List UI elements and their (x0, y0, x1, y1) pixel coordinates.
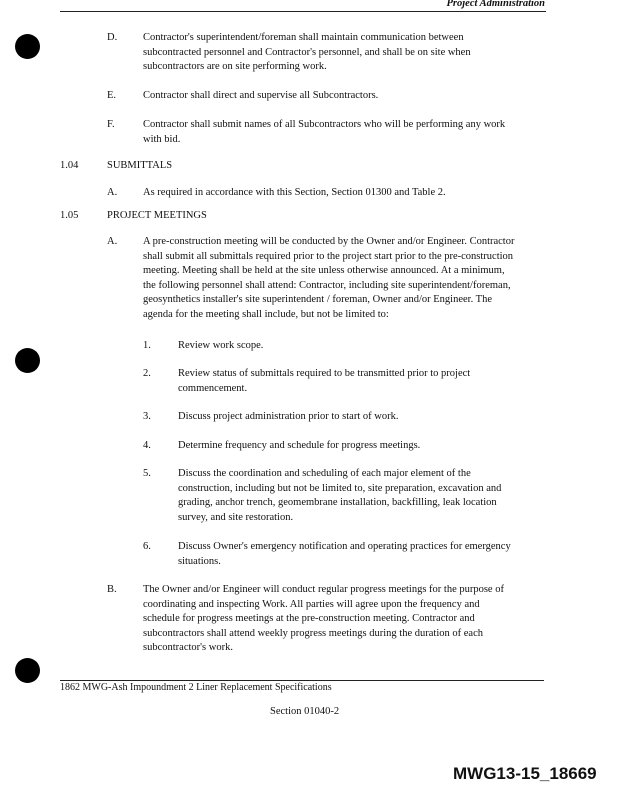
text-line: subcontractors shall attend weekly progress meetings during the duration of each (143, 627, 483, 639)
text-line: Review work scope. (178, 340, 264, 351)
text-line: survey, and site restoration. (178, 511, 294, 523)
agenda-item-label: 4. (143, 440, 151, 451)
agenda-item-label: 1. (143, 340, 151, 351)
text-line: Review status of submittals required to be transmitted prior to project (178, 368, 471, 379)
running-header: Project Administration (446, 0, 545, 9)
text-line: A pre-construction meeting will be conducted by the Owner and/or Engineer. Contractor (143, 236, 515, 247)
text-line: coordinating and inspecting Work. All parties will agree upon the frequency and (143, 598, 480, 610)
section-number: 1.05 (60, 210, 79, 221)
agenda-item-text (178, 339, 263, 354)
text-line: shall submit all submittals required prior to the project start prior to the pre-construction (143, 250, 514, 262)
text-line: Discuss the coordination and scheduling of each major element of the (178, 468, 471, 479)
text-line: The Owner and/or Engineer will conduct regular progress meetings for the purpose of (143, 584, 504, 595)
text-line: subcontractors are on site performing work. (143, 61, 327, 72)
agenda-item-text (178, 410, 398, 425)
list-item-text (143, 235, 514, 322)
section-number: 1.04 (60, 160, 79, 171)
text-line: agenda for the meeting shall include, but not be limited to: (143, 308, 389, 320)
agenda-item-text (178, 367, 470, 396)
text-line: grading, anchor trench, geomembrane installation, backfilling, leak location (178, 497, 497, 508)
header-rule (60, 11, 546, 12)
list-item-text (143, 31, 471, 75)
agenda-item-label: 3. (143, 411, 151, 422)
list-item-text (143, 186, 446, 201)
list-item-label: A. (107, 236, 118, 247)
text-line: As required in accordance with this Section, Section 01300 and Table 2. (143, 187, 446, 198)
section-title: PROJECT MEETINGS (107, 210, 207, 221)
list-item-label: A. (107, 187, 118, 198)
text-line: meeting. Meeting shall be held at the site unless otherwise announced. At a minimum, (143, 265, 505, 276)
agenda-item-text (178, 467, 501, 525)
text-line: geosynthetics installer's site superintendent / foreman, Owner and/or Engineer. The (143, 294, 492, 305)
list-item-label: F. (107, 119, 115, 130)
footer-rule (60, 680, 544, 681)
punch-hole-icon (15, 34, 40, 59)
punch-hole-icon (15, 658, 40, 683)
agenda-item-label: 2. (143, 368, 151, 379)
text-line: situations. (178, 555, 221, 567)
list-item-label: D. (107, 32, 118, 43)
text-line: Discuss project administration prior to start of work. (178, 411, 399, 422)
agenda-item-label: 6. (143, 541, 151, 552)
text-line: with bid. (143, 133, 181, 145)
text-line: Determine frequency and schedule for progress meetings. (178, 440, 421, 451)
list-item-text (143, 89, 378, 104)
text-line: Contractor's superintendent/foreman shall maintain communication between (143, 32, 464, 43)
bates-stamp: MWG13-15_18669 (453, 764, 597, 783)
text-line: Discuss Owner's emergency notification and operating practices for emergency (178, 541, 511, 552)
text-line: commencement. (178, 382, 248, 394)
text-line: subcontracted personnel and Contractor's personnel, and shall be on site when (143, 46, 471, 58)
punch-hole-icon (15, 348, 40, 373)
text-line: the following personnel shall attend: Contractor, including site superintendent/foreman, (143, 279, 511, 291)
agenda-item-text (178, 540, 511, 569)
text-line: subcontractor's work. (143, 642, 233, 653)
footer-page-number: Section 01040-2 (270, 706, 340, 717)
list-item-text (143, 583, 504, 656)
list-item-text (143, 118, 505, 147)
agenda-item-label: 5. (143, 468, 151, 479)
section-title: SUBMITTALS (107, 160, 173, 171)
list-item-label: E. (107, 90, 117, 101)
text-line: construction, including but not be limited to, site preparation, excavation and (178, 482, 502, 494)
agenda-item-text (178, 439, 420, 454)
text-line: schedule for progress meetings at the pre-construction meeting. Contractor and (143, 613, 475, 624)
text-line: Contractor shall submit names of all Subcontractors who will be performing any work (143, 119, 506, 130)
list-item-label: B. (107, 584, 117, 595)
text-line: Contractor shall direct and supervise all Subcontractors. (143, 90, 379, 101)
footer-document-title: 1862 MWG-Ash Impoundment 2 Liner Replacement Specifications (60, 682, 332, 693)
